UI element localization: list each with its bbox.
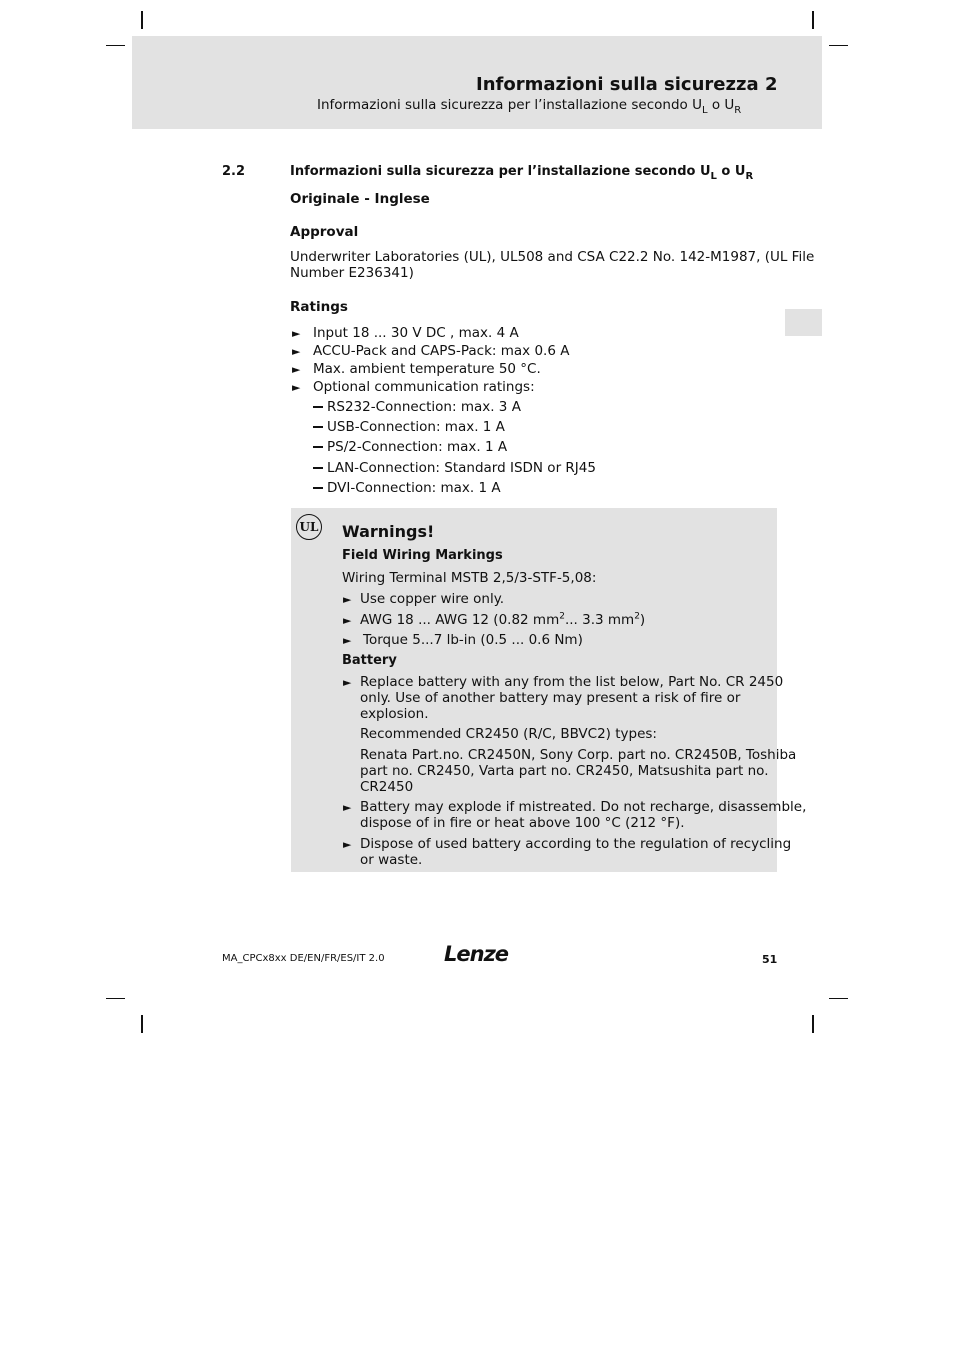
page-number: 51	[762, 953, 778, 966]
sub-list-item: DVI-Connection: max. 1 A	[313, 480, 501, 496]
wiring-text: Use copper wire only.	[360, 591, 505, 607]
arrow-bullet-icon: ►	[292, 327, 301, 340]
dash-bullet-icon	[313, 467, 323, 469]
sub-list-item: PS/2-Connection: max. 1 A	[313, 439, 507, 455]
warning-title: Warnings!	[342, 522, 435, 541]
header-title: Informazioni sulla sicurezza	[476, 74, 759, 95]
wiring-text: AWG 18 ... AWG 12 (0.82 $mm^2$... 3.3 $mm^2$)	[360, 611, 646, 628]
arrow-bullet-icon: ►	[292, 381, 301, 394]
crop-mark	[829, 998, 848, 999]
battery-text: Dispose of used battery according to the regulation of recycling	[360, 836, 792, 852]
arrow-bullet-icon: ►	[343, 634, 352, 647]
list-item	[292, 361, 300, 378]
crop-mark	[106, 45, 125, 46]
arrow-bullet-icon: ►	[343, 838, 352, 851]
approval-text-line: Number E236341)	[290, 265, 414, 281]
list-item	[343, 612, 351, 629]
rating-text: Optional communication ratings:	[313, 379, 535, 395]
header-subtitle: Informazioni sulla sicurezza per l’installazione secondo $U_L$ o $U_R$	[317, 97, 742, 116]
list-item	[292, 379, 300, 396]
approval-heading: Approval	[290, 224, 359, 240]
rating-text: Input 18 ... 30 V DC , max. 4 A	[313, 325, 519, 341]
list-item	[343, 799, 351, 816]
arrow-bullet-icon: ►	[292, 363, 301, 376]
arrow-bullet-icon: ►	[343, 614, 352, 627]
sub-list-item: LAN-Connection: Standard ISDN or RJ45	[313, 460, 596, 476]
battery-text: Recommended CR2450 (R/C, BBVC2) types:	[360, 726, 657, 742]
approval-text-line: Underwriter Laboratories (UL), UL508 and CSA C22.2 No. 142-M1987, (UL File	[290, 249, 815, 265]
arrow-bullet-icon: ►	[292, 345, 301, 358]
dash-bullet-icon	[313, 446, 323, 448]
battery-heading: Battery	[342, 653, 397, 668]
field-wiring-heading: Field Wiring Markings	[342, 548, 503, 563]
terminal-text: Wiring Terminal MSTB 2,5/3-STF-5,08:	[342, 570, 597, 586]
wiring-text: Torque 5...7 lb-in (0.5 ... 0.6 Nm)	[363, 632, 583, 648]
arrow-bullet-icon: ►	[343, 801, 352, 814]
dash-bullet-icon	[313, 426, 323, 428]
battery-text: Replace battery with any from the list below, Part No. CR 2450	[360, 674, 784, 690]
battery-text: Battery may explode if mistreated. Do not recharge, disassemble,	[360, 799, 807, 815]
section-title: Informazioni sulla sicurezza per l’installazione secondo $U_L$ o $U_R$	[290, 164, 754, 182]
battery-text: or waste.	[360, 852, 423, 868]
battery-text: Renata Part.no. CR2450N, Sony Corp. part no. CR2450B, Toshiba	[360, 747, 797, 763]
ratings-heading: Ratings	[290, 299, 348, 315]
document-id: MA_CPCx8xx DE/EN/FR/ES/IT 2.0	[222, 953, 385, 964]
section-number: 2.2	[222, 164, 246, 179]
original-label: Originale - Inglese	[290, 191, 430, 207]
crop-mark	[106, 998, 125, 999]
arrow-bullet-icon: ►	[343, 676, 352, 689]
dash-bullet-icon	[313, 406, 323, 408]
chapter-number: 2	[765, 74, 778, 95]
list-item	[343, 632, 351, 649]
battery-text: dispose of in fire or heat above 100 °C (212 °F).	[360, 815, 685, 831]
ul-certification-icon: UL	[296, 514, 322, 540]
sub-list-item: USB-Connection: max. 1 A	[313, 419, 505, 435]
crop-mark	[141, 11, 143, 29]
battery-text: only. Use of another battery may present a risk of fire or	[360, 690, 741, 706]
chapter-side-tab	[785, 309, 822, 336]
rating-text: Max. ambient temperature 50 °C.	[313, 361, 541, 377]
crop-mark	[141, 1015, 143, 1033]
battery-text: part no. CR2450, Varta part no. CR2450, Matsushita part no.	[360, 763, 769, 779]
lenze-logo: Lenze	[444, 942, 509, 966]
crop-mark	[812, 11, 814, 29]
battery-text: explosion.	[360, 706, 429, 722]
dash-bullet-icon	[313, 487, 323, 489]
list-item	[292, 325, 300, 342]
list-item	[292, 343, 300, 360]
list-item	[343, 674, 351, 691]
arrow-bullet-icon: ►	[343, 593, 352, 606]
crop-mark	[812, 1015, 814, 1033]
list-item	[343, 591, 351, 608]
crop-mark	[829, 45, 848, 46]
list-item	[343, 836, 351, 853]
sub-list-item: RS232-Connection: max. 3 A	[313, 399, 521, 415]
battery-text: CR2450	[360, 779, 414, 795]
rating-text: ACCU-Pack and CAPS-Pack: max 0.6 A	[313, 343, 570, 359]
